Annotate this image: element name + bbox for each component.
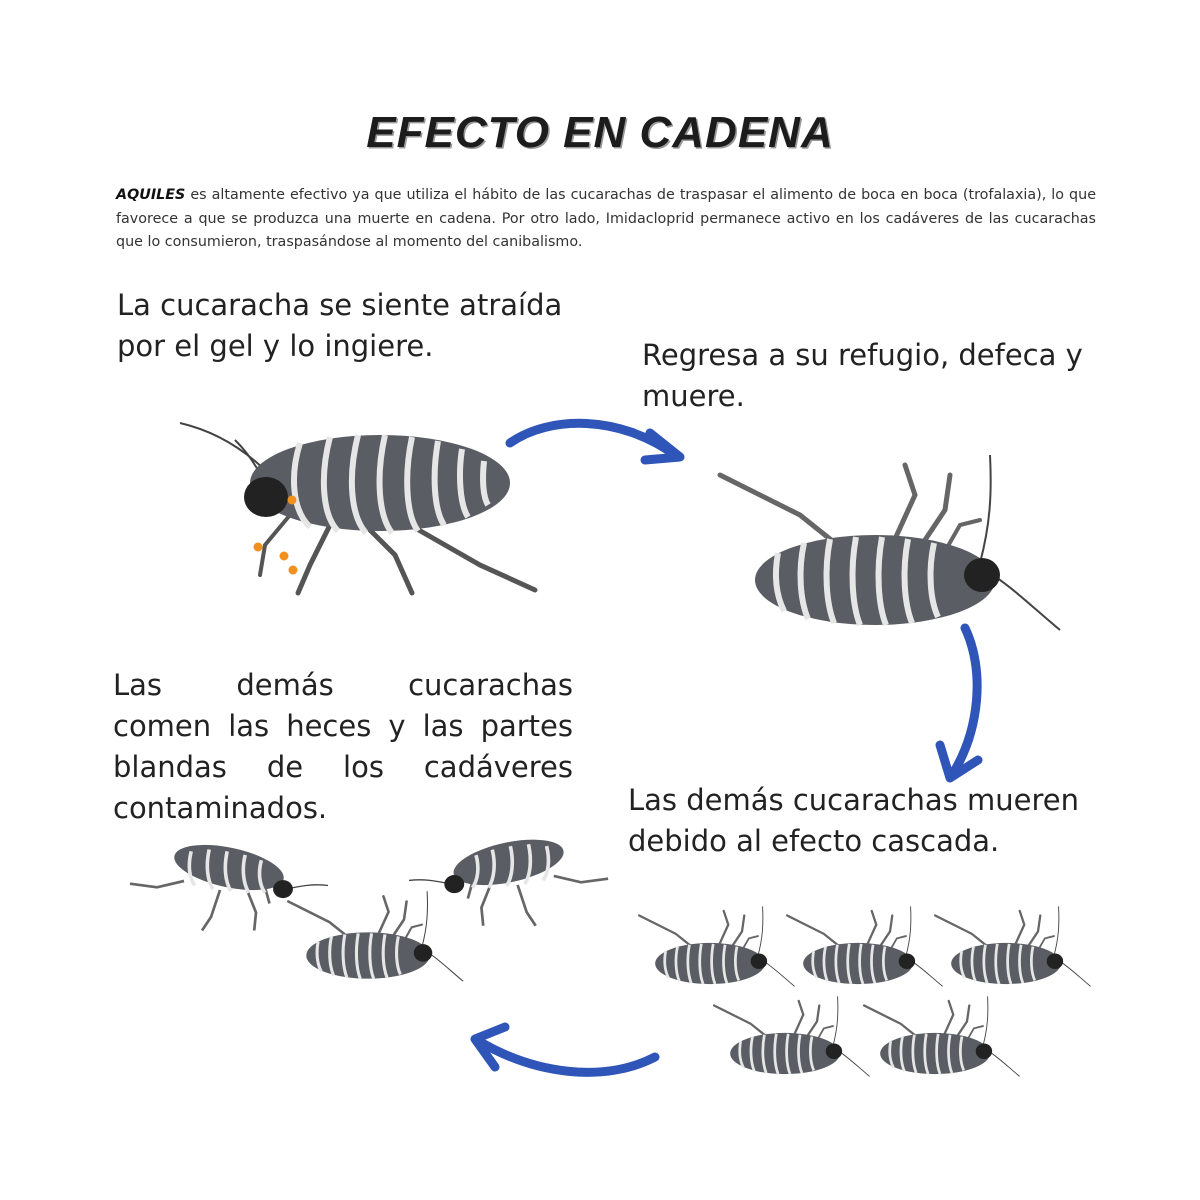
roach-attracted-illustration	[180, 415, 540, 605]
arrow-step2-to-step3	[930, 620, 990, 785]
roach-dead-cascade-1	[630, 905, 790, 990]
step-eat-rest: comen las heces y las partes blandas de los cadáveres contaminados.	[113, 709, 573, 825]
step-eat-word-2: demás	[236, 668, 334, 702]
step-cascade-text: Las demás cucarachas mueren debido al efecto cascada.	[628, 783, 1079, 858]
step-returns-text: Regresa a su refugio, defeca y muere.	[642, 338, 1083, 413]
roach-dead-cascade-4	[705, 995, 865, 1080]
step-attracted-text: La cucaracha se siente atraída por el gel y lo ingiere.	[117, 288, 563, 363]
step-eat-word-1: Las	[113, 668, 163, 702]
step-eat-first-line	[113, 665, 573, 706]
gel-drops	[250, 490, 310, 580]
intro-text: es altamente efectivo ya que utiliza el hábito de las cucarachas de traspasar el alimento de boca en boca (trofalaxia), lo que favorece a que se produzca una muerte en cadena. Por otro lado, Imidacloprid permanece activo en los cadáveres de las cucarachas que lo consumieron, traspasándose al momento del canibalismo.	[116, 187, 1096, 250]
roach-dead-cascade-2	[778, 905, 938, 990]
roach-dead-cascade-5	[855, 995, 1015, 1080]
brand-name: AQUILES	[116, 187, 186, 203]
roach-dead-illustration	[700, 455, 1050, 635]
page-title: EFECTO EN CADENA	[366, 108, 834, 157]
step-eat-word-3: cucarachas	[408, 668, 573, 702]
intro-paragraph	[116, 184, 1096, 255]
roach-dead-cascade-3	[926, 905, 1086, 990]
arrow-step3-to-step4	[465, 1015, 665, 1080]
arrow-step1-to-step2	[500, 415, 690, 475]
roach-dead-small-center	[278, 890, 458, 985]
step-eat-text	[113, 665, 573, 829]
